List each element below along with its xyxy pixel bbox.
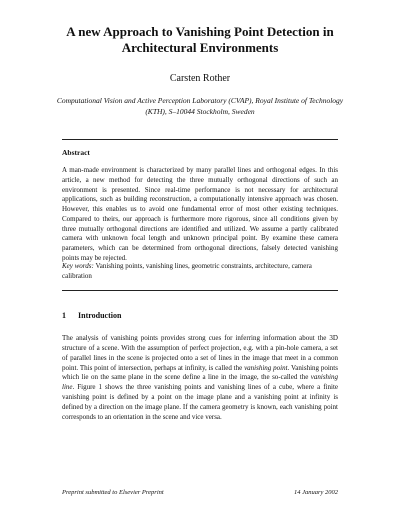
abstract-bottom-rule xyxy=(62,290,338,291)
intro-text-part-b: . Vanishing points which lie on the same plane in the scene define a line in the image, the so-called the xyxy=(62,363,338,382)
paper-author: Carsten Rother xyxy=(169,73,231,84)
intro-text-part-a: The analysis of vanishing points provides strong cues for inferring information about the 3D structure of a scene. With the assumption of perfect projection, e.g. with a pin-hole camera, a set of parallel lines in the scene is projected onto a set of lines in the image that meet in a common point. This point of intersection, perhaps at infinity, is called the xyxy=(62,334,338,372)
section-number: 1 xyxy=(62,311,66,320)
term-vanishing-point: vanishing point xyxy=(244,363,288,372)
section-heading xyxy=(62,311,121,321)
paper-title: A new Approach to Vanishing Point Detection in Architectural Environments xyxy=(66,24,334,55)
abstract-heading: Abstract xyxy=(62,148,90,157)
intro-text-part-c: . Figure 1 shows the three vanishing points and vanishing lines of a cube, where a finite vanishing point is defined by a point on the image plane and a vanishing point at infinity is defined by a direction on the image plane. If the camera geometry is known, each vanishing point corresponds to an orientation in the scene and vice versa. xyxy=(62,383,338,421)
footer-date: 14 January 2002 xyxy=(293,489,338,496)
section-title: Introduction xyxy=(78,311,122,320)
abstract-text: A man-made environment is characterized by many parallel lines and orthogonal edges. In this article, a new method for detecting the three mutually orthogonal directions of such an environment is presented. Since real-time performance is not necessary for architectural applications, such as building reconstruction, a computationally intensive approach was chosen. However, this enables us to avoid one fundamental error of most other existing techniques. Compared to theirs, our approach is furthermore more rigorous, since all conditions given by three mutually orthogonal directions are identified and utilized. We assume a partly calibrated camera with unknown focal length and unknown principal point. By examine these camera parameters, which can be determined from orthogonal directions, falsely detected vanishing points may be rejected. xyxy=(62,166,338,262)
keywords xyxy=(62,262,338,281)
term-vanishing-line: vanishing line xyxy=(62,373,338,392)
abstract-top-rule xyxy=(62,139,338,140)
author-affiliation: Computational Vision and Active Perception Laboratory (CVAP), Royal Institute of Technology (KTH), S–10044 Stockholm, Sweden xyxy=(56,96,344,116)
keywords-list: Vanishing points, vanishing lines, geometric constraints, architecture, camera calibration xyxy=(62,262,312,280)
keywords-label: Key words: xyxy=(62,262,94,270)
footer-preprint-note: Preprint submitted to Elsevier Preprint xyxy=(62,489,164,496)
introduction-paragraph xyxy=(62,334,338,423)
